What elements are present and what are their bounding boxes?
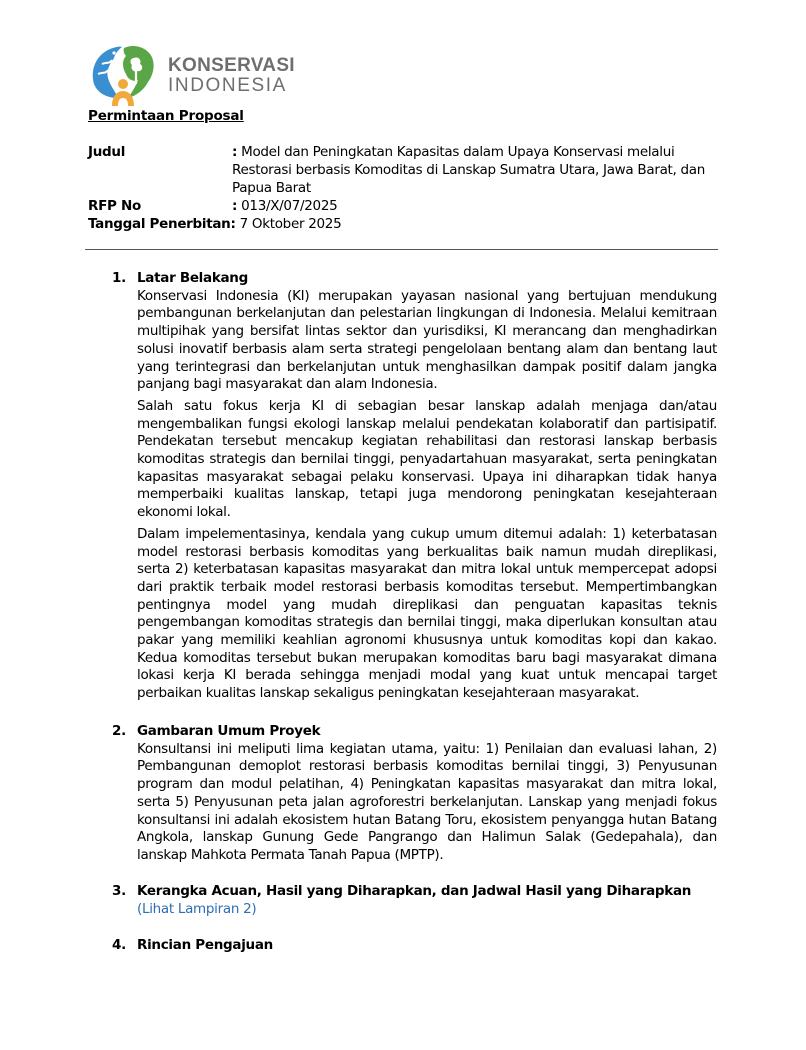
section-title: Latar Belakang xyxy=(137,270,248,286)
header-divider xyxy=(85,249,718,250)
section-number: 2. xyxy=(112,723,126,739)
section-body xyxy=(137,288,717,703)
document-title: Permintaan Proposal xyxy=(88,108,244,124)
konservasi-emblem-icon xyxy=(88,40,158,110)
rfp-label: RFP No xyxy=(88,198,141,214)
colon: : xyxy=(232,144,238,160)
section-number: 4. xyxy=(112,937,126,953)
logo-line-1: KONSERVASI xyxy=(168,54,295,76)
logo-wordmark xyxy=(168,56,295,95)
section-heading xyxy=(112,883,717,901)
meta-row-tanggal xyxy=(88,215,728,233)
section-number: 1. xyxy=(112,270,126,286)
section-number: 3. xyxy=(112,883,126,899)
section-body xyxy=(137,741,717,865)
section-latar-belakang xyxy=(112,270,717,707)
section-heading xyxy=(112,270,717,288)
paragraph: Dalam impelementasinya, kendala yang cukup umum ditemui adalah: 1) keterbatasan model restorasi berbasis komoditas yang berkualitas baik namun mudah direplikasi, serta 2) keterbatasan kapasitas masyarakat dan mitra lokal untuk mempercepat adopsi dari praktik terbaik model restorasi berbasis komoditas tersebut. Mempertimbangkan pentingnya model yang mudah direplikasi dan penguatan kapasitas teknis pengembangan komoditas strategis dan bernilai tinggi, maka diperlukan konsultan atau pakar yang memiliki keahlian agronomi khususnya untuk komoditas kopi dan kakao. Kedua komoditas tersebut bukan merupakan komoditas baru bagi masyarakat dimana lokasi kerja KI berada sehingga menjadi modal yang kuat untuk mencapai target perbaikan kualitas lanskap sekaligus peningkatan kesejahteraan masyarakat. xyxy=(137,525,717,702)
section-heading xyxy=(112,723,717,741)
logo-line-2: INDONESIA xyxy=(168,74,287,96)
colon: : xyxy=(230,216,236,232)
judul-value: Model dan Peningkatan Kapasitas dalam Upaya Konservasi melalui Restorasi berbasis Komoditas di Lanskap Sumatra Utara, Jawa Barat, dan Papua Barat xyxy=(232,144,706,196)
section-rincian-pengajuan xyxy=(112,937,717,955)
konservasi-indonesia-logo xyxy=(88,40,295,110)
section-title: Rincian Pengajuan xyxy=(137,937,273,953)
lampiran-2-link[interactable]: (Lihat Lampiran 2) xyxy=(137,900,257,917)
paragraph: Konservasi Indonesia (KI) merupakan yayasan nasional yang bertujuan mendukung pembangunan berkelanjutan dan pelestarian lingkungan di Indonesia. Melalui kemitraan multipihak yang bersifat lintas sektor dan yurisdiksi, KI merancang dan menghadirkan solusi inovatif berbasis alam serta strategi pengelolaan bentang alam dan bentang laut yang terintegrasi dan berkelanjutan untuk menghasilkan dampak positif dalam jangka panjang bagi masyarakat dan alam Indonesia. xyxy=(137,287,717,393)
judul-label: Judul xyxy=(88,144,126,160)
section-gambaran-umum xyxy=(112,723,717,869)
section-kerangka-acuan xyxy=(112,883,717,918)
section-title: Gambaran Umum Proyek xyxy=(137,723,321,739)
section-title: Kerangka Acuan, Hasil yang Diharapkan, dan Jadwal Hasil yang Diharapkan xyxy=(137,883,692,899)
rfp-metadata xyxy=(88,143,728,233)
section-heading xyxy=(112,937,717,955)
tanggal-label: Tanggal Penerbitan xyxy=(88,216,231,232)
paragraph: Salah satu fokus kerja KI di sebagian besar lanskap adalah menjaga dan/atau mengembalikan fungsi ekologi lanskap melalui pendekatan kolaboratif dan partisipatif. Pendekatan tersebut mencakup kegiatan rehabilitasi dan restorasi lanskap berbasis komoditas strategis dan bernilai tinggi, penyadartahuan masyarakat, serta peningkatan kapasitas masyarakat sebagai pelaku konservasi. Upaya ini diharapkan tidak hanya memperbaiki kualitas lanskap, tetapi juga mendorong peningkatan kesejahteraan ekonomi lokal. xyxy=(137,397,717,521)
meta-row-judul xyxy=(88,143,728,197)
colon: : xyxy=(232,198,238,214)
paragraph: Konsultansi ini meliputi lima kegiatan utama, yaitu: 1) Penilaian dan evaluasi lahan, 2) Pembangunan demoplot restorasi berbasis komoditas bernilai tinggi, 3) Penyusunan program dan modul pelatihan, 4) Peningkatan kapasitas masyarakat dan mitra lokal, serta 5) Penyusunan peta jalan agroforestri berkelanjutan. Lanskap yang menjadi fokus konsultansi ini adalah ekosistem hutan Batang Toru, ekosistem penyangga hutan Batang Angkola, lanskap Gunung Gede Pangrango dan Halimun Salak (Gedepahala), dan lanskap Mahkota Permata Tanah Papua (MPTP). xyxy=(137,740,717,863)
rfp-value: 013/X/07/2025 xyxy=(241,198,338,214)
meta-row-rfp xyxy=(88,197,728,215)
tanggal-value: 7 Oktober 2025 xyxy=(239,216,342,232)
